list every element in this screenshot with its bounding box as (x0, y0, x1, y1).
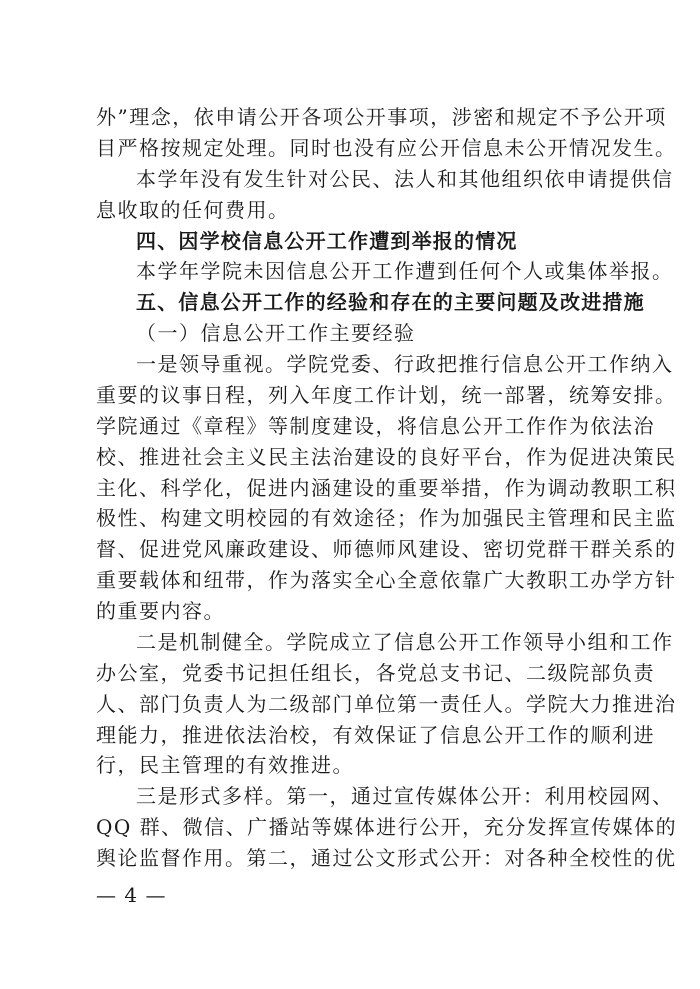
paragraph-first-line: 本学年没有发生针对公民、法人和其他组织依申请提供信 (136, 167, 674, 191)
paragraph-first-line: 二是机制健全。学院成立了信息公开工作领导小组和工作 (136, 630, 674, 654)
body-text-line: 重要载体和纽带，作为落实全心全意依靠广大教职工办学方针 (96, 568, 677, 592)
paragraph-first-line: 一是领导重视。学院党委、行政把推行信息公开工作纳入 (136, 352, 674, 376)
body-text-line: 外”理念，依申请公开各项公开事项，涉密和规定不予公开项 (96, 105, 667, 129)
body-text-line: 理能力，推进依法治校，有效保证了信息公开工作的顺利进 (96, 723, 655, 747)
body-text-line: 重要的议事日程，列入年度工作计划，统一部署，统筹安排。 (96, 383, 677, 407)
paragraph-first-line: 本学年学院未因信息公开工作遭到任何个人或集体举报。 (136, 259, 674, 283)
body-text-line: 息收取的任何费用。 (96, 198, 290, 222)
body-text-line: 目严格按规定处理。同时也没有应公开信息未公开情况发生。 (96, 136, 677, 160)
body-text-line: 行，民主管理的有效推进。 (96, 753, 354, 777)
subsection-heading-1: （一）信息公开工作主要经验 (136, 321, 416, 345)
body-text-line: 学院通过《章程》等制度建设，将信息公开工作作为依法治 (96, 414, 655, 438)
page-number: — 4 — (96, 883, 167, 907)
body-text-line: 办公室，党委书记担任组长，各党总支书记、二级院部负责 (96, 661, 655, 685)
section-heading-5: 五、信息公开工作的经验和存在的主要问题及改进措施 (136, 290, 645, 314)
body-text-line: 舆论监督作用。第二，通过公文形式公开：对各种全校性的优 (96, 846, 677, 870)
body-text-line: 校、推进社会主义民主法治建设的良好平台，作为促进决策民 (96, 445, 677, 469)
body-text-line: 主化、科学化，促进内涵建设的重要举措，作为调动教职工积 (96, 476, 677, 500)
section-heading-4: 四、因学校信息公开工作遭到举报的情况 (136, 229, 518, 253)
body-text-line: 人、部门负责人为二级部门单位第一责任人。学院大力推进治 (96, 692, 677, 716)
body-text-line: 督、促进党风廉政建设、师德师风建设、密切党群干群关系的 (96, 537, 677, 561)
paragraph-first-line: 三是形式多样。第一，通过宣传媒体公开：利用校园网、 (136, 784, 674, 808)
body-text-line: QQ 群、微信、广播站等媒体进行公开，充分发挥宣传媒体的 (96, 815, 678, 839)
body-text-line: 的重要内容。 (96, 599, 225, 623)
body-text-line: 极性、构建文明校园的有效途径；作为加强民主管理和民主监 (96, 506, 677, 530)
